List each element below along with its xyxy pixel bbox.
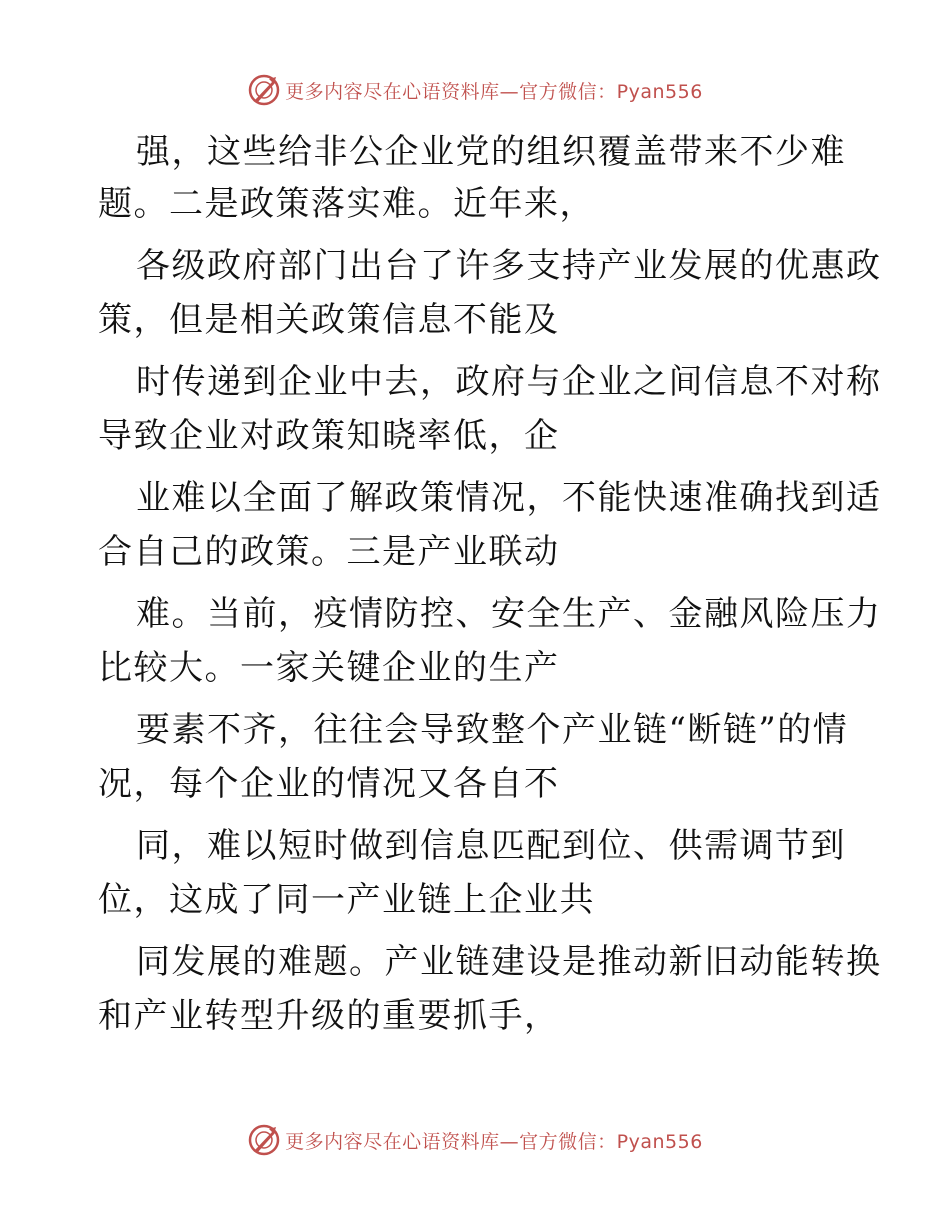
header-banner-text: 更多内容尽在心语资料库—官方微信：	[285, 80, 617, 103]
text-line: 合自己的政策。三是产业联动	[98, 532, 560, 572]
text-line: 策，但是相关政策信息不能及	[98, 300, 560, 340]
text-line: 难。当前，疫情防控、安全生产、金融风险压力	[136, 594, 882, 634]
text-line: 和产业转型升级的重要抓手，	[98, 996, 560, 1036]
header-wechat-id: Pyan556	[616, 80, 703, 103]
header-banner	[0, 70, 950, 110]
logo-icon	[247, 1123, 281, 1157]
text-line: 业难以全面了解政策情况，不能快速准确找到适	[136, 478, 882, 518]
text-line: 况，每个企业的情况又各自不	[98, 764, 560, 804]
logo-icon	[247, 73, 281, 107]
text-line: 导致企业对政策知晓率低，企	[98, 416, 560, 456]
text-line: 各级政府部门出台了许多支持产业发展的优惠政	[136, 246, 882, 286]
footer-wechat-id: Pyan556	[616, 1130, 703, 1153]
text-line: 时传递到企业中去，政府与企业之间信息不对称	[136, 362, 882, 402]
text-line: 题。二是政策落实难。近年来，	[98, 184, 595, 224]
text-line: 位，这成了同一产业链上企业共	[98, 880, 595, 920]
footer-banner-text: 更多内容尽在心语资料库—官方微信：	[285, 1130, 617, 1153]
text-line: 强，这些给非公企业党的组织覆盖带来不少难	[136, 132, 846, 172]
text-line: 要素不齐，往往会导致整个产业链“断链”的情	[136, 710, 849, 750]
footer-banner	[0, 1120, 950, 1160]
text-line: 同发展的难题。产业链建设是推动新旧动能转换	[136, 942, 882, 982]
text-line: 比较大。一家关键企业的生产	[98, 648, 560, 688]
text-line: 同，难以短时做到信息匹配到位、供需调节到	[136, 826, 846, 866]
